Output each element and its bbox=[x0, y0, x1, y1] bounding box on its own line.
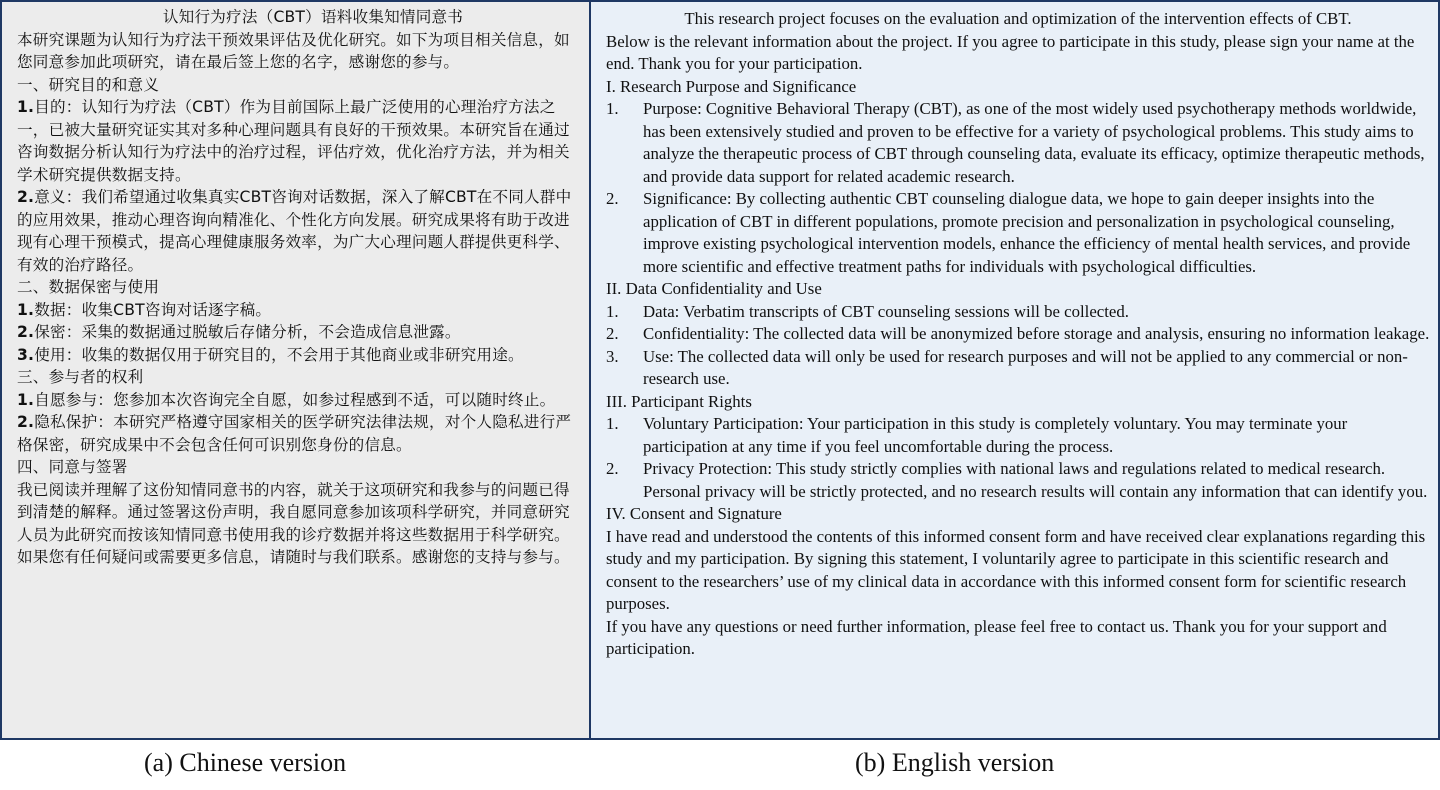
figure-captions bbox=[0, 745, 1440, 785]
english-item-voluntary: 1. Voluntary Participation: Your participation in this study is completely voluntary. You may terminate your participation at any time if you feel uncomfortable during the process. bbox=[606, 414, 1348, 456]
chinese-section-1-heading: 一、研究目的和意义 bbox=[17, 75, 160, 94]
chinese-consent-paragraph: 我已阅读并理解了这份知情同意书的内容，就关于这项研究和我参与的问题已得到清楚的解释。通过签署这份声明，我自愿同意参加该项科学研究，并同意研究人员为此研究而按该知情同意书使用我的诊疗数据并将这些数据用于科学研究。 bbox=[17, 480, 570, 544]
english-item-confidentiality: 2. Confidentiality: The collected data will be anonymized before storage and analysis, ensuring no information leakage. bbox=[606, 324, 1430, 343]
chinese-title: 认知行为疗法（CBT）语料收集知情同意书 bbox=[162, 8, 464, 26]
chinese-section-4-heading: 四、同意与签署 bbox=[17, 458, 128, 476]
english-section-2-heading: II. Data Confidentiality and Use bbox=[606, 279, 822, 298]
chinese-item-privacy: 2.隐私保护：本研究严格遵守国家相关的医学研究法律法规，对个人隐私进行严格保密，研究成果中不会包含任何可识别您身份的信息。 bbox=[17, 413, 572, 454]
english-contact-paragraph: If you have any questions or need further information, please feel free to contact us. Thank you for your support and participation. bbox=[606, 616, 1387, 658]
chinese-item-significance: 2.意义：我们希望通过收集真实CBT咨询对话数据，深入了解CBT在不同人群中的应用效果，推动心理咨询向精准化、个性化方向发展。研究成果将有助于改进现有心理干预模式，提高心理健康服务效率，为广大心理问题人群提供更科学、有效的治疗路径。 bbox=[17, 188, 572, 274]
english-section-3-heading: III. Participant Rights bbox=[606, 391, 752, 411]
english-intro-line: This research project focuses on the evaluation and optimization of the intervention effects of CBT. bbox=[684, 9, 1352, 28]
english-section-1-heading: I. Research Purpose and Significance bbox=[606, 76, 857, 96]
english-consent-paragraph: I have read and understood the contents of this informed consent form and have received clear explanations regarding this study and my participation. By signing this statement, I voluntarily agree to participate in this scientific research and consent to the researchers’ use of my clinical data in accordance with this informed consent form for scientific research purposes. bbox=[606, 526, 1426, 613]
chinese-item-use: 3.使用：收集的数据仅用于研究目的，不会用于其他商业或非研究用途。 bbox=[17, 345, 524, 364]
english-item-purpose: 1. Purpose: Cognitive Behavioral Therapy (CBT), as one of the most widely used psychotherapy methods worldwide, has been extensively studied and proven to be effective for a variety of psychological problems. This study aims to analyze the therapeutic process of CBT through counseling data, evaluate its efficacy, optimize therapeutic methods, and provide data support for related academic research. bbox=[606, 99, 1425, 186]
chinese-section-3-heading: 三、参与者的权利 bbox=[17, 368, 144, 386]
english-item-use: 3. Use: The collected data will only be used for research purposes and will not be applied to any commercial or non-research use. bbox=[606, 346, 1408, 388]
english-item-significance: 2. Significance: By collecting authentic CBT counseling dialogue data, we hope to gain deeper insights into the application of CBT in different populations, promote precision and personalization in psychological counseling, improve existing psychological intervention models, enhance the efficiency of mental health services, and provide more scientific and effective treatment paths for individuals with psychological difficulties. bbox=[606, 189, 1411, 276]
chinese-consent-panel bbox=[2, 2, 591, 738]
chinese-contact-paragraph: 如果您有任何疑问或需要更多信息，请随时与我们联系。感谢您的支持与参与。 bbox=[17, 548, 570, 566]
chinese-item-confidentiality: 2.保密：采集的数据通过脱敏后存储分析，不会造成信息泄露。 bbox=[17, 323, 461, 341]
caption-chinese-version: (a) Chinese version bbox=[144, 748, 347, 777]
chinese-item-data: 1.数据：收集CBT咨询对话逐字稿。 bbox=[17, 300, 272, 319]
english-intro: Below is the relevant information about the project. If you agree to participate in this study, please sign your name at the end. Thank you for your participation. bbox=[606, 31, 1415, 73]
chinese-item-purpose: 1.目的：认知行为疗法（CBT）作为目前国际上最广泛使用的心理治疗方法之一，已被大量研究证实其对多种心理问题具有良好的干预效果。本研究旨在通过咨询数据分析认知行为疗法中的治疗过程，评估疗效，优化治疗方法，并为相关学术研究提供数据支持。 bbox=[17, 98, 570, 184]
chinese-intro: 本研究课题为认知行为疗法干预效果评估及优化研究。如下为项目相关信息，如您同意参加此项研究，请在最后签上您的名字，感谢您的参与。 bbox=[17, 30, 570, 71]
english-consent-panel bbox=[591, 2, 1438, 738]
chinese-section-2-heading: 二、数据保密与使用 bbox=[17, 278, 160, 296]
english-item-privacy: 2. Privacy Protection: This study strictly complies with national laws and regulations related to medical research. Personal privacy will be strictly protected, and no research results will contain any information that can identify you. bbox=[606, 459, 1428, 501]
caption-english-version: (b) English version bbox=[855, 748, 1055, 777]
english-section-4-heading: IV. Consent and Signature bbox=[606, 504, 782, 523]
chinese-item-voluntary: 1.自愿参与：您参加本次咨询完全自愿，如参过程感到不适，可以随时终止。 bbox=[17, 390, 556, 409]
english-item-data: 1. Data: Verbatim transcripts of CBT counseling sessions will be collected. bbox=[606, 301, 1129, 321]
